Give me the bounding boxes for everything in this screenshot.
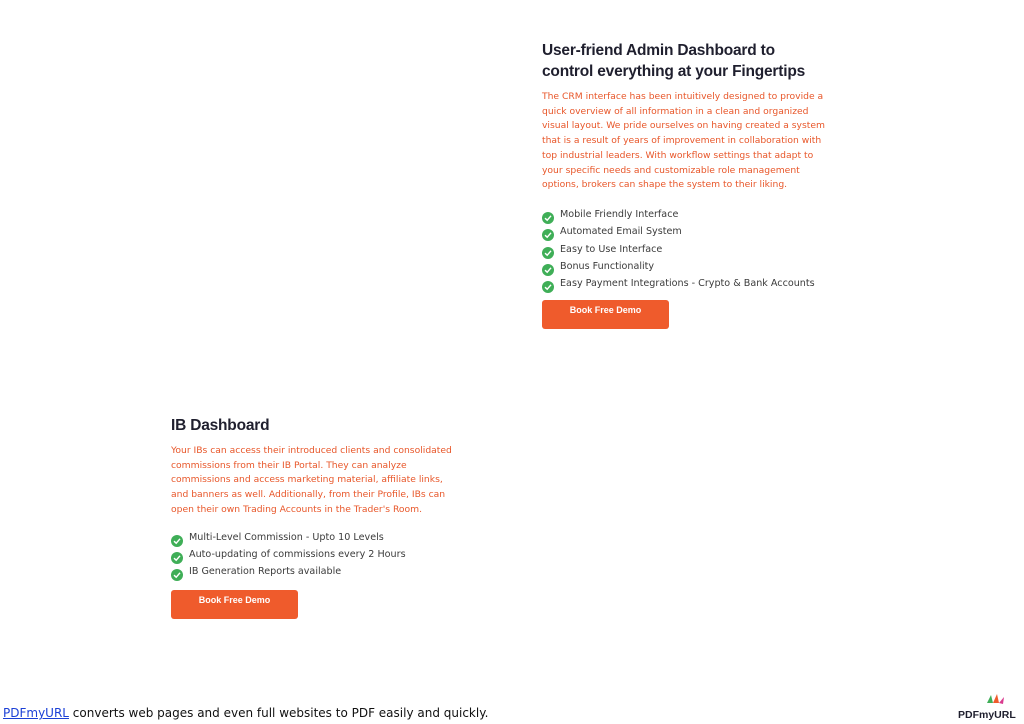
ib-dashboard-section bbox=[171, 415, 471, 580]
ib-dashboard-heading: IB Dashboard bbox=[171, 417, 270, 434]
feature-item bbox=[542, 275, 842, 292]
description-line: Your IBs can access their introduced clients and consolidated bbox=[171, 445, 452, 456]
admin-dashboard-section bbox=[542, 40, 842, 292]
feature-label: Bonus Functionality bbox=[560, 260, 655, 272]
check-circle-icon bbox=[542, 229, 554, 241]
description-line: The CRM interface has been intuitively designed to provide a bbox=[542, 91, 824, 102]
check-circle-icon bbox=[171, 552, 183, 564]
feature-item bbox=[171, 546, 471, 563]
feature-item bbox=[542, 223, 842, 240]
ib-dashboard-description bbox=[171, 444, 471, 518]
description-line: commissions and access marketing material, affiliate links, bbox=[171, 474, 443, 486]
feature-item bbox=[171, 563, 471, 580]
description-line: top industrial leaders. With workflow settings that adapt to bbox=[542, 149, 814, 161]
check-circle-icon bbox=[542, 281, 554, 293]
book-free-demo-button[interactable]: Book Free Demo bbox=[542, 300, 669, 329]
check-circle-icon bbox=[542, 264, 554, 276]
description-line: that is a result of years of improvement in collaboration with bbox=[542, 135, 822, 147]
pdfmyurl-link[interactable]: PDFmyURL bbox=[3, 706, 69, 720]
ib-feature-list bbox=[171, 529, 471, 581]
logo-mark bbox=[987, 694, 1004, 704]
description-line: open their own Trading Accounts in the Trader's Room. bbox=[171, 503, 423, 515]
feature-label: Multi-Level Commission - Upto 10 Levels bbox=[189, 531, 384, 543]
feature-label: Mobile Friendly Interface bbox=[560, 208, 679, 220]
admin-dashboard-heading bbox=[542, 40, 842, 82]
heading-line: control everything at your Fingertips bbox=[542, 63, 806, 80]
description-line: visual layout. We pride ourselves on having created a system bbox=[542, 120, 825, 132]
admin-feature-list bbox=[542, 206, 842, 292]
feature-label: IB Generation Reports available bbox=[189, 566, 342, 578]
feature-item bbox=[542, 258, 842, 275]
description-line: quick overview of all information in a clean and organized bbox=[542, 105, 809, 117]
logo-text: PDFmyURL bbox=[958, 709, 1016, 721]
feature-item bbox=[542, 241, 842, 258]
check-circle-icon bbox=[542, 212, 554, 224]
description-line: and banners as well. Additionally, from their Profile, IBs can bbox=[171, 489, 446, 501]
feature-label: Automated Email System bbox=[560, 226, 682, 238]
book-free-demo-button[interactable]: Book Free Demo bbox=[171, 590, 298, 619]
pdfmyurl-logo[interactable] bbox=[957, 693, 1016, 723]
admin-dashboard-description bbox=[542, 90, 842, 193]
heading-line: User-friend Admin Dashboard to bbox=[542, 42, 775, 59]
description-line: your specific needs and customizable role management bbox=[542, 164, 800, 176]
description-line: options, brokers can shape the system to their liking. bbox=[542, 179, 788, 191]
check-circle-icon bbox=[171, 569, 183, 581]
footer-text: converts web pages and even full websites to PDF easily and quickly. bbox=[68, 706, 489, 720]
check-circle-icon bbox=[171, 535, 183, 547]
feature-item bbox=[542, 206, 842, 223]
feature-label: Easy Payment Integrations - Crypto & Bank Accounts bbox=[560, 278, 815, 290]
check-circle-icon bbox=[542, 247, 554, 259]
feature-label: Auto-updating of commissions every 2 Hours bbox=[189, 548, 406, 560]
description-line: commissions from their IB Portal. They can analyze bbox=[171, 459, 407, 471]
footer-note bbox=[3, 706, 488, 720]
feature-item bbox=[171, 529, 471, 546]
feature-label: Easy to Use Interface bbox=[560, 243, 663, 255]
